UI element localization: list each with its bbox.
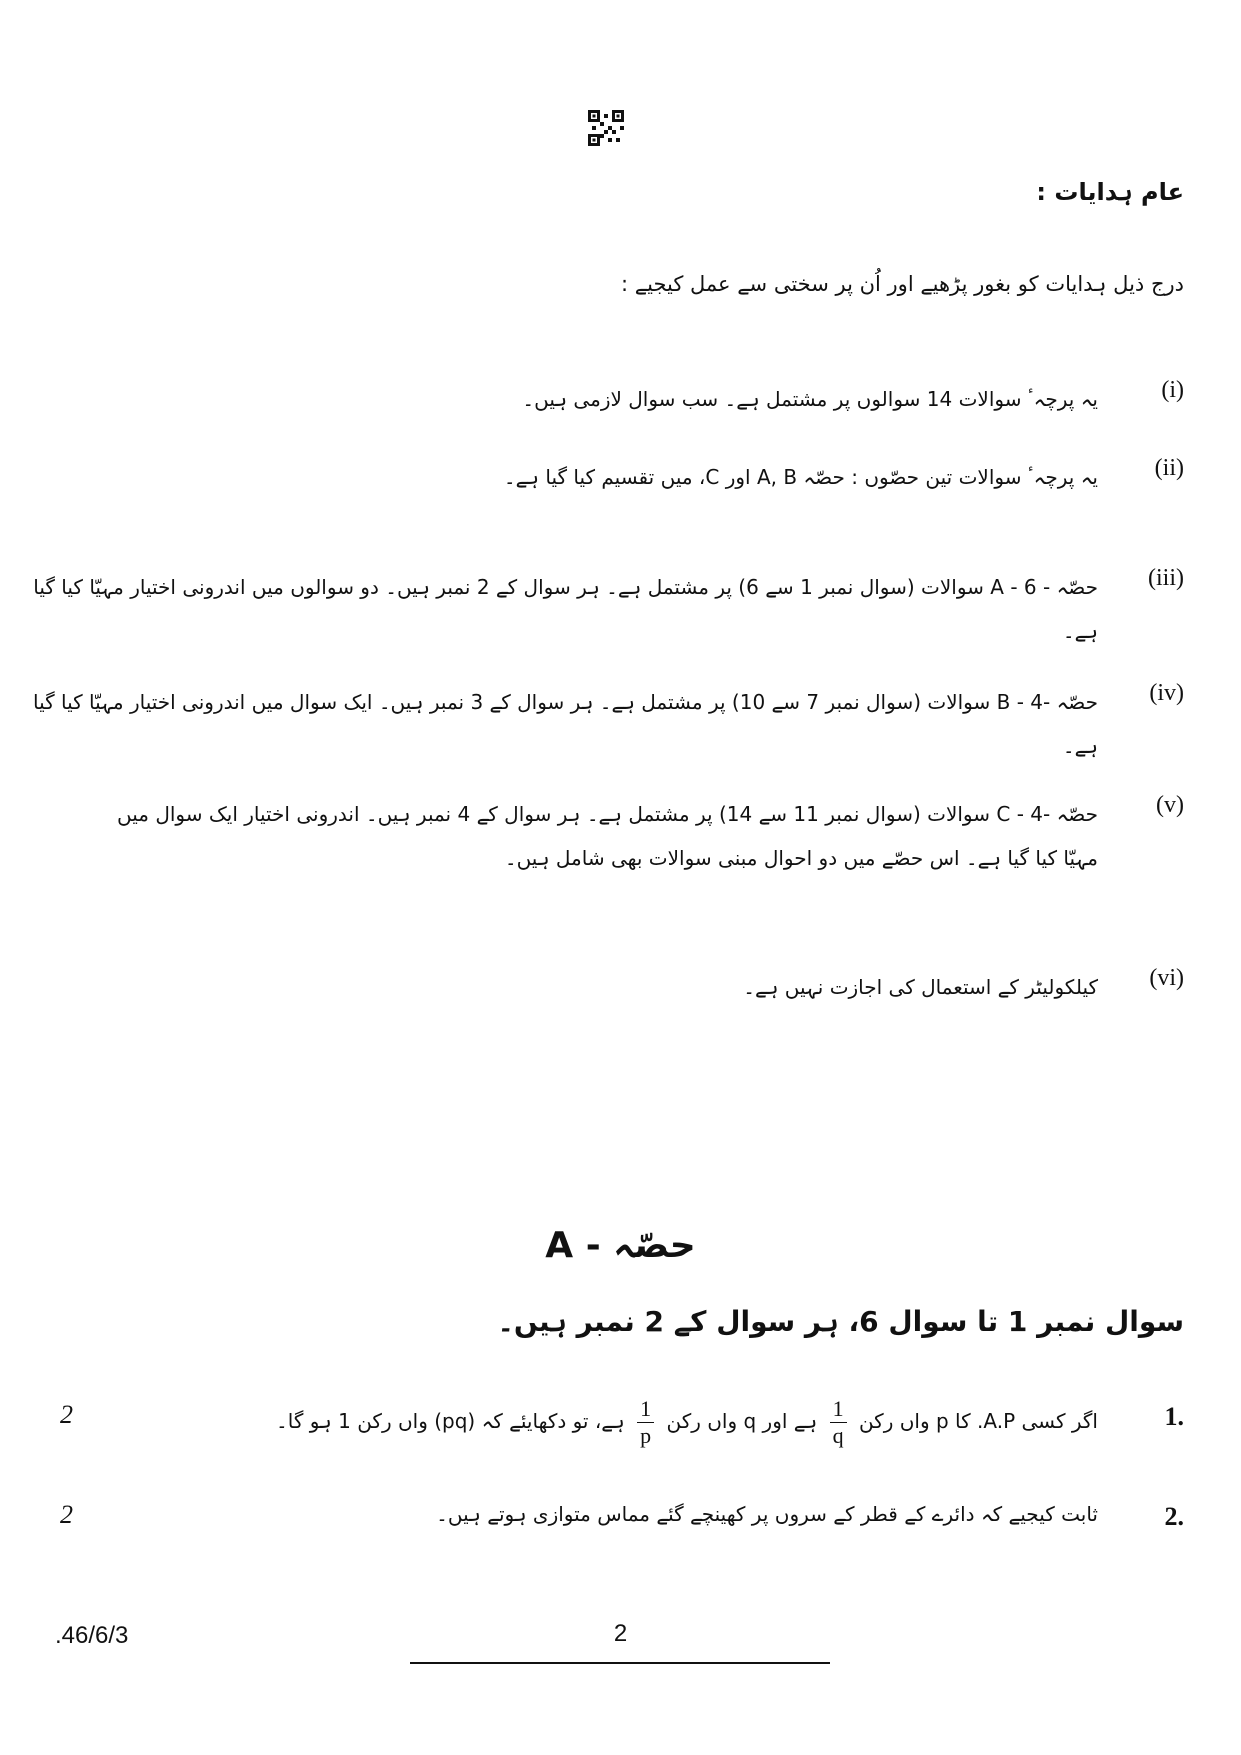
instruction-item: حصّہ -B - 4 سوالات (سوال نمبر 7 سے 10) پر مشتمل ہے۔ ہر سوال کے 3 نمبر ہیں۔ ایک سوال میں اندرونی اختیار مہیّا کیا گیا ہے۔ bbox=[33, 690, 1098, 758]
page-number: 2 bbox=[613, 1620, 628, 1647]
fraction-denominator: p bbox=[640, 1423, 652, 1448]
instruction-item: حصّہ -C - 4 سوالات (سوال نمبر 11 سے 14) پر مشتمل ہے۔ ہر سوال کے 4 نمبر ہیں۔ اندرونی اختیار ایک سوال میں مہیّا کیا گیا ہے۔ اس حصّے میں دو احوال مبنی سوالات بھی شامل ہیں۔ bbox=[116, 802, 1098, 870]
fraction-numerator: 1 bbox=[830, 1396, 847, 1423]
question-text: ثابت کیجیے کہ دائرے کے قطر کے سروں پر کھینچے گئے مماس متوازی ہوتے ہیں۔ bbox=[436, 1502, 1098, 1526]
general-instructions-heading: عام ہدایات : bbox=[1036, 178, 1184, 206]
question-number: 1. bbox=[1164, 1402, 1184, 1431]
fraction-one-over-p bbox=[637, 1396, 654, 1449]
question-text-part: اگر کسی A.P. کا p واں رکن bbox=[858, 1409, 1098, 1433]
instruction-item: کیلکولیٹر کے استعمال کی اجازت نہیں ہے۔ bbox=[743, 975, 1098, 999]
instruction-item: حصّہ - A - 6 سوالات (سوال نمبر 1 سے 6) پر مشتمل ہے۔ ہر سوال کے 2 نمبر ہیں۔ دو سوالوں میں اندرونی اختیار مہیّا کیا گیا ہے۔ bbox=[33, 575, 1098, 643]
instruction-number: (ii) bbox=[1154, 455, 1184, 481]
instruction-number: (iv) bbox=[1149, 680, 1184, 706]
instruction-number: (iii) bbox=[1148, 565, 1184, 591]
question-marks: 2 bbox=[60, 1400, 73, 1429]
footer-divider bbox=[410, 1662, 830, 1664]
instruction-number: (v) bbox=[1156, 792, 1184, 818]
question-text bbox=[276, 1396, 1098, 1449]
fraction-denominator: q bbox=[832, 1423, 844, 1448]
instruction-item: یہ پرچہٴ سوالات 14 سوالوں پر مشتمل ہے۔ سب سوال لازمی ہیں۔ bbox=[522, 387, 1098, 411]
qr-code-icon bbox=[588, 110, 624, 146]
fraction-numerator: 1 bbox=[637, 1396, 654, 1423]
question-text-part: ہے اور q واں رکن bbox=[666, 1409, 818, 1433]
question-number: 2. bbox=[1164, 1502, 1184, 1531]
instructions-intro: درج ذیل ہدایات کو بغور پڑھیے اور اُن پر سختی سے عمل کیجیے : bbox=[621, 272, 1184, 296]
section-title: حصّہ - A bbox=[545, 1225, 696, 1266]
question-text-part: ہے، تو دکھایئے کہ (pq) واں رکن 1 ہو گا۔ bbox=[276, 1409, 625, 1433]
section-subtitle: سوال نمبر 1 تا سوال 6، ہر سوال کے 2 نمبر ہیں۔ bbox=[497, 1305, 1184, 1338]
paper-code: .46/6/3 bbox=[55, 1622, 129, 1649]
fraction-one-over-q bbox=[830, 1396, 847, 1449]
instruction-item: یہ پرچہٴ سوالات تین حصّوں : حصّہ A, B اور C، میں تقسیم کیا گیا ہے۔ bbox=[503, 465, 1098, 489]
instruction-number: (i) bbox=[1161, 377, 1184, 403]
question-marks: 2 bbox=[60, 1500, 73, 1529]
instruction-number: (vi) bbox=[1149, 965, 1184, 991]
